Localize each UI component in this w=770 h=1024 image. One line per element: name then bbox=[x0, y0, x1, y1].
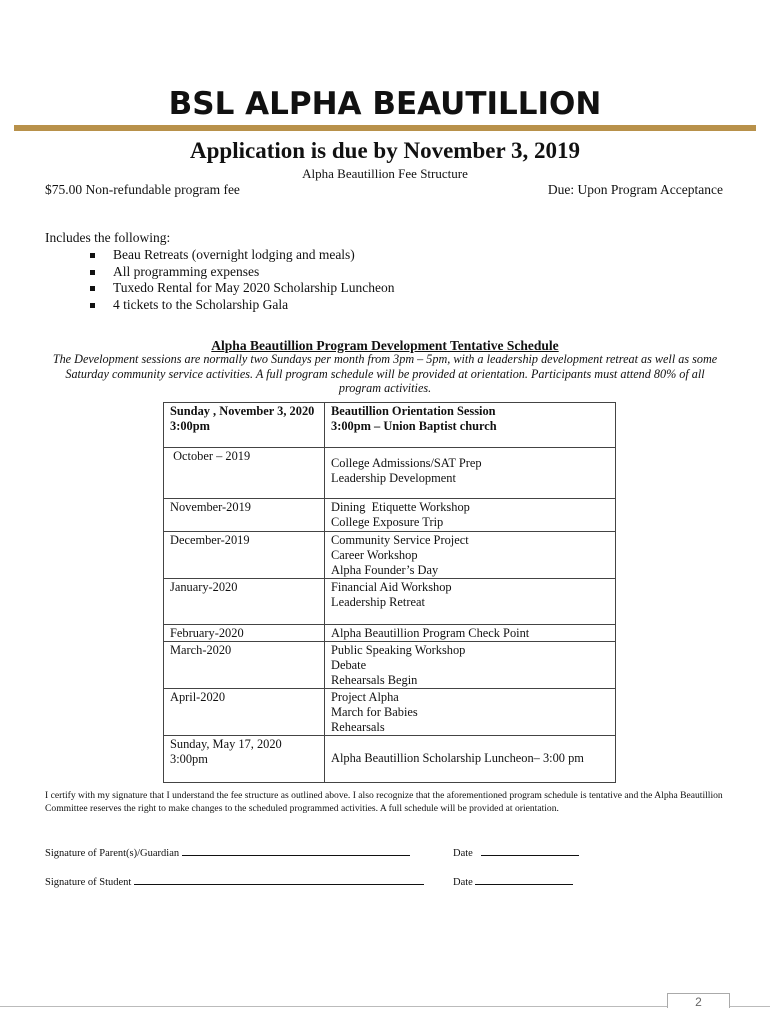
date-cell: November-2019 bbox=[164, 499, 325, 532]
table-row bbox=[164, 736, 616, 783]
parent-date-field[interactable] bbox=[481, 845, 579, 856]
events-cell: Community Service Project Career Workshop Alpha Founder’s Day bbox=[325, 532, 616, 579]
date-cell: October – 2019 bbox=[164, 448, 325, 499]
bullet-square-icon bbox=[90, 270, 95, 275]
document-title: BSL ALPHA BEAUTILLION bbox=[168, 86, 602, 122]
list-item: Tuxedo Rental for May 2020 Scholarship Luncheon bbox=[88, 280, 394, 297]
parent-signature-field[interactable] bbox=[182, 845, 410, 856]
student-date-line[interactable] bbox=[453, 874, 573, 888]
deadline-heading: Application is due by November 3, 2019 bbox=[190, 138, 580, 163]
date-cell: April-2020 bbox=[164, 689, 325, 736]
date-label: Date bbox=[453, 848, 473, 859]
table-row bbox=[164, 403, 616, 448]
student-signature-line[interactable] bbox=[45, 874, 424, 888]
date-label: Date bbox=[453, 877, 473, 888]
includes-heading: Includes the following: bbox=[45, 230, 171, 245]
events-cell: Financial Aid Workshop Leadership Retreat bbox=[325, 579, 616, 625]
events-cell: Beautillion Orientation Session 3:00pm – Union Baptist church bbox=[325, 403, 616, 448]
table-row bbox=[164, 579, 616, 625]
events-cell: Public Speaking Workshop Debate Rehearsals Begin bbox=[325, 642, 616, 689]
date-cell: February-2020 bbox=[164, 625, 325, 642]
events-cell: Alpha Beautillion Program Check Point bbox=[325, 625, 616, 642]
bullet-square-icon bbox=[90, 253, 95, 258]
student-signature-label: Signature of Student bbox=[45, 877, 132, 888]
parent-signature-line[interactable] bbox=[45, 845, 410, 859]
date-cell: December-2019 bbox=[164, 532, 325, 579]
certification-statement: I certify with my signature that I understand the fee structure as outlined above. I also recognize that the aforementioned program schedule is tentative and the Alpha Beautillion Committee reserves the right to make changes to the scheduled programmed activities. A full schedule will be provided at orientation. bbox=[45, 790, 723, 814]
table-row bbox=[164, 499, 616, 532]
table-row bbox=[164, 532, 616, 579]
schedule-table bbox=[163, 402, 616, 783]
events-cell: Alpha Beautillion Scholarship Luncheon– 3:00 pm bbox=[325, 736, 616, 783]
date-cell: Sunday, May 17, 2020 3:00pm bbox=[164, 736, 325, 783]
date-cell: Sunday , November 3, 2020 3:00pm bbox=[164, 403, 325, 448]
bullet-square-icon bbox=[90, 286, 95, 291]
includes-list bbox=[88, 247, 394, 314]
program-fee: $75.00 Non-refundable program fee bbox=[45, 182, 240, 197]
page-number: 2 bbox=[667, 993, 730, 1008]
parent-signature-label: Signature of Parent(s)/Guardian bbox=[45, 848, 180, 859]
list-item: All programming expenses bbox=[88, 264, 394, 281]
student-signature-field[interactable] bbox=[134, 874, 424, 885]
events-cell: Dining Etiquette Workshop College Exposure Trip bbox=[325, 499, 616, 532]
date-cell: March-2020 bbox=[164, 642, 325, 689]
schedule-note: The Development sessions are normally two Sundays per month from 3pm – 5pm, with a leadership development retreat as well as some Saturday community service activities. A full program schedule will be provided at orientation. Participants must attend 80% of all program activities. bbox=[52, 352, 718, 395]
table-row bbox=[164, 448, 616, 499]
student-date-field[interactable] bbox=[475, 874, 573, 885]
list-item: Beau Retreats (overnight lodging and meals) bbox=[88, 247, 394, 264]
footer-divider bbox=[0, 1006, 770, 1007]
parent-date-line[interactable] bbox=[453, 845, 579, 859]
table-row bbox=[164, 642, 616, 689]
schedule-title: Alpha Beautillion Program Development Tentative Schedule bbox=[211, 338, 559, 353]
fee-structure-label: Alpha Beautillion Fee Structure bbox=[302, 166, 468, 181]
fee-due: Due: Upon Program Acceptance bbox=[547, 182, 723, 197]
events-cell: Project Alpha March for Babies Rehearsals bbox=[325, 689, 616, 736]
list-item: 4 tickets to the Scholarship Gala bbox=[88, 297, 394, 314]
table-row bbox=[164, 689, 616, 736]
bullet-square-icon bbox=[90, 303, 95, 308]
title-divider bbox=[14, 125, 756, 131]
events-cell: College Admissions/SAT Prep Leadership Development bbox=[325, 448, 616, 499]
table-row bbox=[164, 625, 616, 642]
date-cell: January-2020 bbox=[164, 579, 325, 625]
